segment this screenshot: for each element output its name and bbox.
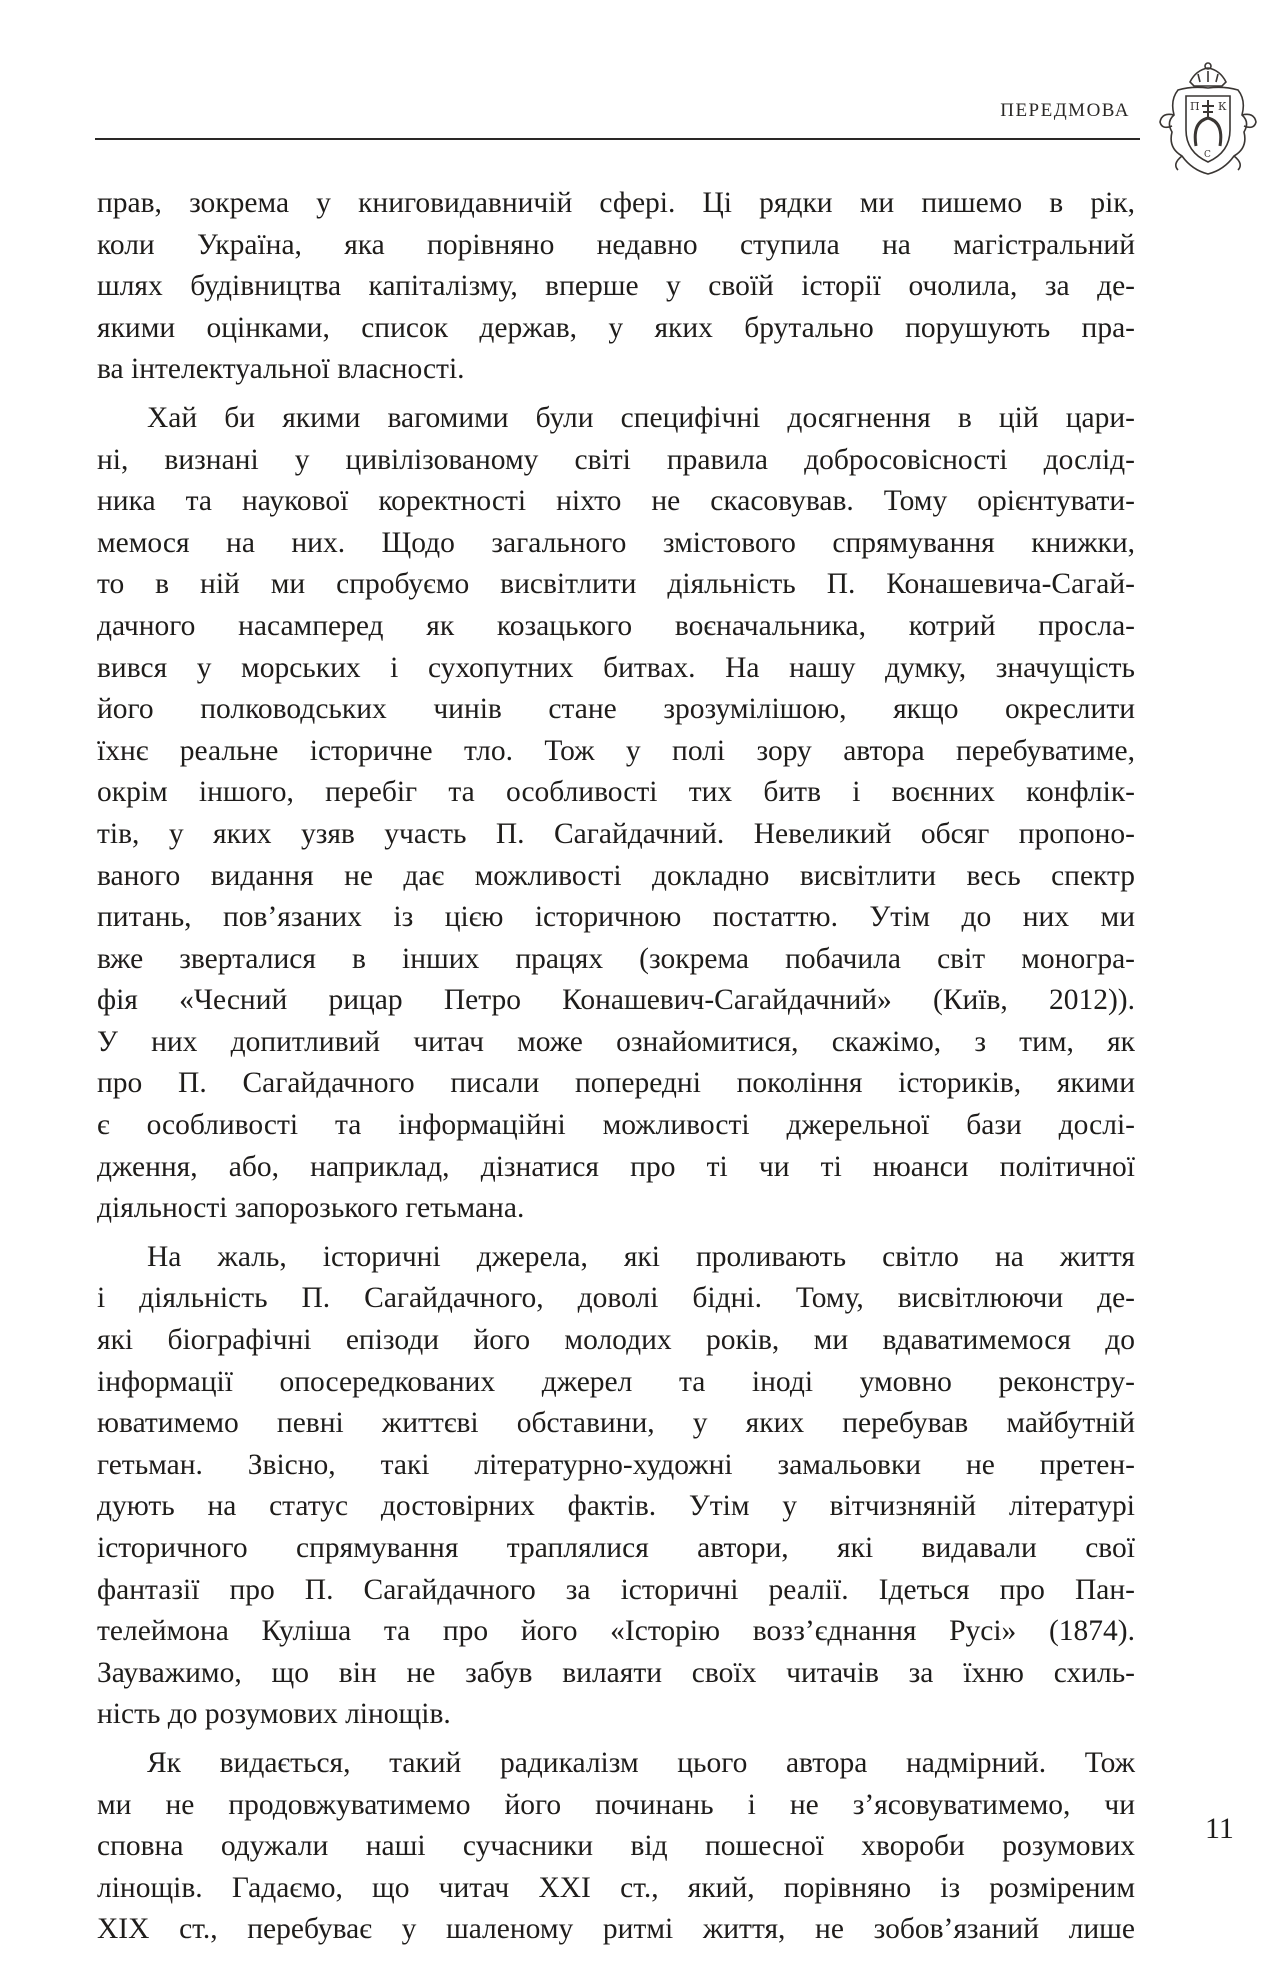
text-line: фантазії про П. Сагайдачного за історичні реалії. Ідеться про Пан-: [97, 1573, 1135, 1606]
emblem-letter-p: П: [1190, 100, 1200, 113]
coat-of-arms-emblem: [1148, 60, 1268, 180]
text-line: якими оцінками, список держав, у яких брутально порушують пра-: [97, 311, 1135, 344]
text-line: дження, або, наприклад, дізнатися про ті чи ті нюанси політичної: [97, 1150, 1135, 1183]
text-line: Як видається, такий радикалізм цього автора надмірний. Тож: [147, 1746, 1135, 1779]
text-line: ні, визнані у цивілізованому світі правила добросовісності дослід-: [97, 443, 1135, 476]
text-line: історичного спрямування траплялися автори, які видавали свої: [97, 1532, 1135, 1564]
text-line: ми не продовжуватимемо його починань і не з’ясовуватимемо, чи: [97, 1788, 1135, 1821]
text-line: сповна одужали наші сучасники від пошесної хвороби розумових: [97, 1830, 1135, 1863]
text-line: ника та наукової коректності ніхто не скасовував. Тому орієнтувати-: [97, 485, 1135, 518]
text-line: мемося на них. Щодо загального змістового спрямування книжки,: [97, 526, 1135, 559]
text-line: його полководських чинів стане зрозумілішою, якщо окреслити: [97, 693, 1135, 726]
emblem-letter-k: К: [1218, 100, 1227, 113]
page-number: 11: [1205, 1812, 1234, 1845]
text-line: то в ній ми спробуємо висвітлити діяльність П. Конашевича-Сагай-: [97, 568, 1135, 601]
text-line: їхнє реальне історичне тло. Тож у полі зору автора перебуватиме,: [97, 734, 1135, 767]
text-line: питань, пов’язаних із цією історичною постаттю. Утім до них ми: [97, 901, 1135, 934]
paragraph-4: [97, 1743, 1135, 1951]
text-line: XIX ст., перебуває у шаленому ритмі життя, не зобов’язаний лише: [97, 1913, 1135, 1946]
text-line: телеймона Куліша та про його «Історію возз’єднання Русі» (1874).: [97, 1615, 1135, 1648]
text-line: гетьман. Звісно, такі літературно-художні замальовки не претен-: [97, 1448, 1135, 1481]
text-line: тів, у яких узяв участь П. Сагайдачний. Невеликий обсяг пропоно-: [97, 817, 1135, 850]
text-line: фія «Чесний рицар Петро Конашевич-Сагайдачний» (Київ, 2012)).: [97, 984, 1135, 1017]
text-line: вже зверталися в інших працях (зокрема побачила світ моногра-: [97, 942, 1135, 975]
text-line: У них допитливий читач може ознайомитися, скажімо, з тим, як: [97, 1025, 1135, 1058]
text-line: є особливості та інформаційні можливості джерельної бази дослі-: [97, 1109, 1135, 1142]
body-text: [97, 183, 1135, 1951]
header-rule: [95, 138, 1140, 140]
text-line: і діяльність П. Сагайдачного, доволі бідні. Тому, висвітлюючи де-: [97, 1282, 1135, 1315]
text-line: Зауважимо, що він не забув вилаяти своїх читачів за їхню схиль-: [97, 1656, 1135, 1689]
text-line: про П. Сагайдачного писали попередні покоління істориків, якими: [97, 1067, 1135, 1100]
text-line: На жаль, історичні джерела, які проливають світло на життя: [147, 1240, 1135, 1273]
text-line: дують на статус достовірних фактів. Утім у вітчизняній літературі: [97, 1490, 1135, 1523]
text-line: вився у морських і сухопутних битвах. На нашу думку, значущість: [97, 651, 1135, 684]
emblem-letter-s: С: [1204, 150, 1211, 160]
running-title: ПЕРЕДМОВА: [1000, 100, 1130, 121]
text-line: ваного видання не дає можливості докладно висвітлити весь спектр: [97, 859, 1135, 892]
text-line: лінощів. Гадаємо, що читач XXI ст., який, порівняно із розміреним: [97, 1871, 1135, 1904]
text-line: прав, зокрема у книговидавничій сфері. Ці рядки ми пишемо в рік,: [97, 187, 1135, 219]
text-line: діяльності запорозького гетьмана.: [97, 1192, 525, 1225]
text-line: ва інтелектуальної власності.: [97, 353, 465, 386]
text-line: ність до розумових лінощів.: [97, 1698, 451, 1731]
paragraph-3: [97, 1237, 1135, 1736]
text-line: Хай би якими вагомими були специфічні досягнення в цій цари-: [147, 401, 1135, 434]
text-line: дачного насамперед як козацького воєначальника, котрий просла-: [97, 609, 1135, 642]
paragraph-2: [97, 398, 1135, 1230]
text-line: юватимемо певні життєві обставини, у яких перебував майбутній: [97, 1407, 1135, 1440]
text-line: які біографічні епізоди його молодих років, ми вдаватимемося до: [97, 1324, 1135, 1357]
paragraph-1: [97, 183, 1135, 391]
text-line: інформації опосередкованих джерел та іноді умовно реконстру-: [97, 1365, 1135, 1398]
text-line: окрім іншого, перебіг та особливості тих битв і воєнних конфлік-: [97, 776, 1135, 809]
text-line: шлях будівництва капіталізму, вперше у своїй історії очолила, за де-: [97, 270, 1135, 303]
text-line: коли Україна, яка порівняно недавно ступила на магістральний: [97, 228, 1135, 261]
